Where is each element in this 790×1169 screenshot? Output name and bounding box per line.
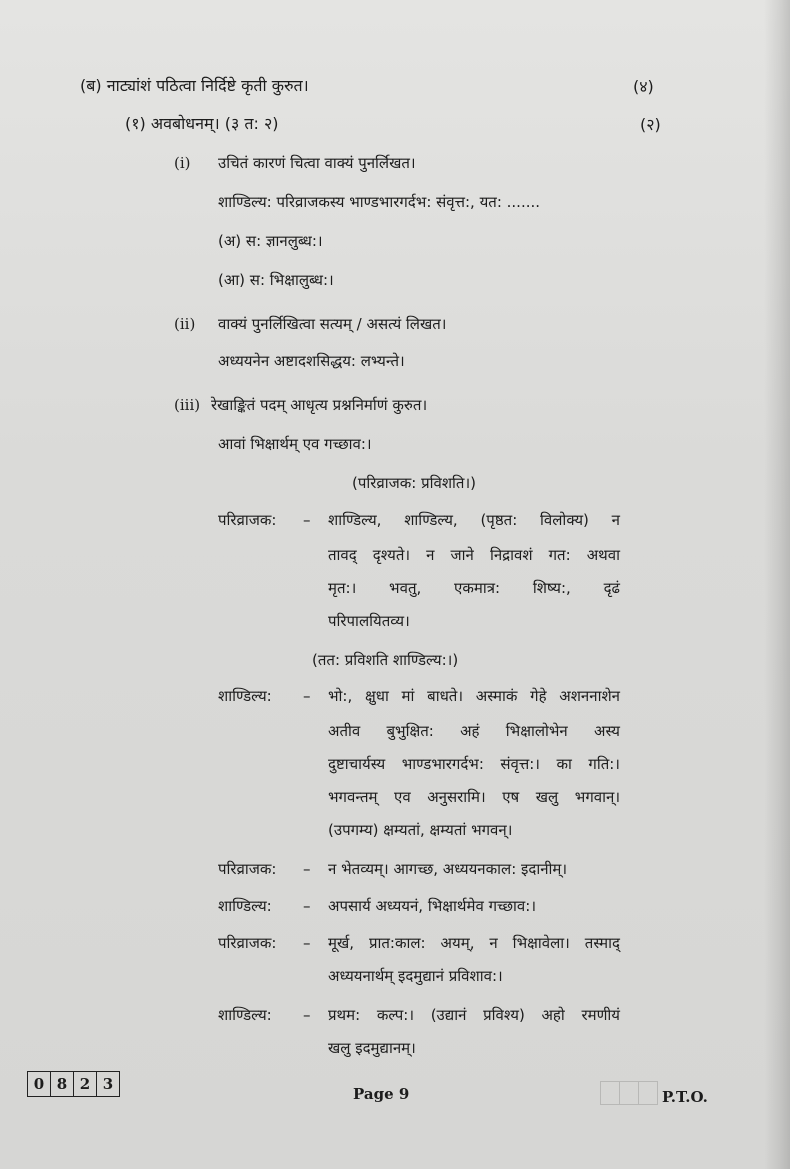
subsection-title: (१) अवबोधनम्। (३ त: २) xyxy=(125,114,279,133)
speaker-dash: – xyxy=(303,1006,311,1024)
speaker-dash: – xyxy=(303,687,311,705)
dialogue-line: शाण्डिल्य, शाण्डिल्य, (पृष्ठत: विलोक्य) न xyxy=(328,511,620,529)
dialogue-line: मूर्ख, प्रात:काल: अयम्, न भिक्षावेला। तस्माद् xyxy=(328,934,620,952)
speaker-label: परिव्राजक: xyxy=(218,860,277,878)
question-iii-sentence: आवां भिक्षार्थम् एव गच्छाव:। xyxy=(218,435,372,453)
speaker-dash: – xyxy=(303,897,311,915)
question-number-i: (i) xyxy=(174,154,191,172)
dialogue-line: भो:, क्षुधा मां बाधते। अस्माकं गेहे अशननाशेन xyxy=(328,687,620,705)
question-i-sentence: शाण्डिल्य: परिव्राजकस्य भाण्डभारगर्दभ: संवृत्त:, यत: ....... xyxy=(218,193,541,211)
speaker-dash: – xyxy=(303,511,311,529)
dialogue-line: न भेतव्यम्। आगच्छ, अध्ययनकाल: इदानीम्। xyxy=(328,860,568,878)
stage-direction-2: (तत: प्रविशति शाण्डिल्य:।) xyxy=(312,651,459,669)
dialogue-line: प्रथम: कल्प:। (उद्यानं प्रविश्य) अहो रमणीयं xyxy=(328,1006,620,1024)
dialogue-line: अतीव बुभुक्षित: अहं भिक्षालोभेन अस्य xyxy=(328,722,620,740)
speaker-label: परिव्राजक: xyxy=(218,934,277,952)
speaker-label: परिव्राजक: xyxy=(218,511,277,529)
dialogue-line: (उपगम्य) क्षम्यतां, क्षम्यतां भगवन्। xyxy=(328,821,513,839)
option-aa: (आ) स: भिक्षालुब्ध:। xyxy=(218,271,334,289)
speaker-label: शाण्डिल्य: xyxy=(218,1006,272,1024)
question-iii-text: रेखाङ्कितं पदम् आधृत्य प्रश्ननिर्माणं कुरुत। xyxy=(211,396,428,414)
speaker-label: शाण्डिल्य: xyxy=(218,897,272,915)
section-heading: (ब) नाट्यांशं पठित्वा निर्दिष्टे कृती कुरुत। xyxy=(80,76,309,95)
speaker-dash: – xyxy=(303,860,311,878)
question-number-iii: (iii) xyxy=(174,396,201,414)
dialogue-line: अपसार्य अध्ययनं, भिक्षार्थमेव गच्छाव:। xyxy=(328,897,537,915)
dialogue-line: खलु इदमुद्यानम्। xyxy=(328,1039,416,1057)
dialogue-line: दुष्टाचार्यस्य भाण्डभारगर्दभ: संवृत्त:। का गति:। xyxy=(328,755,620,773)
dialogue-line: मृत:। भवतु, एकमात्र: शिष्य:, दृढं xyxy=(328,579,620,597)
question-ii-sentence: अध्ययनेन अष्टादशसिद्धय: लभ्यन्ते। xyxy=(218,352,405,370)
speaker-dash: – xyxy=(303,934,311,952)
code-digit: 8 xyxy=(51,1072,74,1096)
question-number-ii: (ii) xyxy=(174,315,196,333)
page-edge-shadow xyxy=(764,0,790,1169)
bleed-through-box xyxy=(600,1081,658,1105)
dialogue-line: तावद् दृश्यते। न जाने निद्रावशं गत: अथवा xyxy=(328,546,620,564)
question-ii-text: वाक्यं पुनर्लिखित्वा सत्यम् / असत्यं लिखत। xyxy=(218,315,447,333)
code-digit: 3 xyxy=(102,1075,114,1093)
subsection-marks: (२) xyxy=(640,115,661,134)
code-digit: 0 xyxy=(28,1072,51,1096)
question-i-text: उचितं कारणं चित्वा वाक्यं पुनर्लिखत। xyxy=(218,154,416,172)
code-digit: 2 xyxy=(74,1072,97,1096)
option-a: (अ) स: ज्ञानलुब्ध:। xyxy=(218,232,323,250)
stage-direction-1: (परिव्राजक: प्रविशति।) xyxy=(352,474,477,492)
dialogue-line: परिपालयितव्य। xyxy=(328,612,410,630)
speaker-label: शाण्डिल्य: xyxy=(218,687,272,705)
pto-label: P.T.O. xyxy=(662,1088,708,1106)
page-number: Page 9 xyxy=(353,1085,410,1103)
dialogue-line: अध्ययनार्थम् इदमुद्यानं प्रविशाव:। xyxy=(328,967,503,985)
paper-code-box xyxy=(27,1071,120,1097)
dialogue-line: भगवन्तम् एव अनुसरामि। एष खलु भगवान्। xyxy=(328,788,620,806)
section-marks: (४) xyxy=(633,77,654,96)
